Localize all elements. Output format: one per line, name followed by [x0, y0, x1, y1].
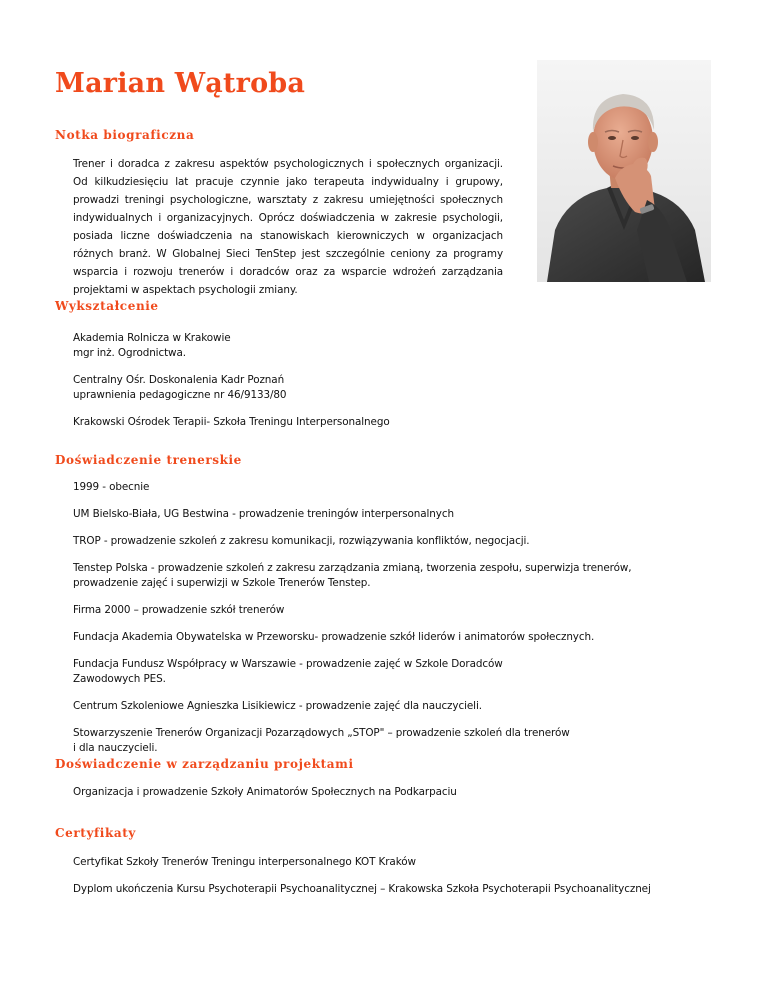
list-item-line: i dla nauczycieli. [73, 742, 158, 754]
list-item-line: 1999 - obecnie [73, 481, 150, 493]
portrait-photo [537, 60, 711, 282]
list-item [73, 603, 713, 618]
education-list [73, 331, 713, 442]
list-item-line: Zawodowych PES. [73, 673, 166, 685]
portrait-icon [537, 60, 711, 282]
bio-text: Trener i doradca z zakresu aspektów psychologicznych i społecznych organizacji. Od kilkudziesięciu lat pracuje czynnie jako terapeuta indywidualny i grupowy, prowadzi treningi psychologiczne, warsztaty z zakresu umiejętności społecznych indywidualnych i organizacyjnych. Oprócz doświadczenia w zakresie psychologii, posiada liczne doświadczenia na stanowiskach kierowniczych w organizacjach różnych branż. W Globalnej Sieci TenStep jest szczególnie ceniony za programy wsparcia i rozwoju trenerów i doradców oraz za wsparcie wdrożeń zarządzania projektami w aspektach psychologii zmiany. [73, 158, 503, 296]
list-item [73, 630, 713, 645]
list-item-line: Centralny Ośr. Doskonalenia Kadr Poznań [73, 374, 285, 386]
list-item-line: TROP - prowadzenie szkoleń z zakresu komunikacji, rozwiązywania konfliktów, negocjacji. [73, 535, 530, 547]
list-item [73, 415, 713, 430]
list-item [73, 507, 713, 522]
list-item [73, 726, 713, 756]
list-item-line: UM Bielsko-Biała, UG Bestwina - prowadzenie treningów interpersonalnych [73, 508, 454, 520]
section-title-bio: Notka biograficzna [55, 128, 195, 142]
list-item-line: Certyfikat Szkoły Trenerów Treningu interpersonalnego KOT Kraków [73, 856, 416, 868]
project-management-list [73, 785, 713, 812]
certificates-list [73, 855, 713, 909]
section-title-trainer-experience: Doświadczenie trenerskie [55, 453, 242, 467]
list-item-line: Dyplom ukończenia Kursu Psychoterapii Psychoanalitycznej – Krakowska Szkoła Psychoterapii Psychoanalitycznej [73, 883, 651, 895]
list-item [73, 331, 713, 361]
list-item-line: Krakowski Ośrodek Terapii- Szkoła Treningu Interpersonalnego [73, 416, 390, 428]
list-item-line: Stowarzyszenie Trenerów Organizacji Pozarządowych „STOP" – prowadzenie szkoleń dla trenerów [73, 727, 570, 739]
person-name: Marian Wątroba [55, 68, 306, 99]
list-item [73, 561, 713, 591]
list-item [73, 657, 713, 687]
list-item-line: Tenstep Polska - prowadzenie szkoleń z zakresu zarządzania zmianą, tworzenia zespołu, superwizja trenerów, [73, 562, 632, 574]
list-item [73, 373, 713, 403]
section-title-education: Wykształcenie [55, 299, 159, 313]
list-item-line: Firma 2000 – prowadzenie szkół trenerów [73, 604, 285, 616]
list-item-line: mgr inż. Ogrodnictwa. [73, 347, 186, 359]
section-title-project-management: Doświadczenie w zarządzaniu projektami [55, 757, 354, 771]
list-item-line: Fundacja Fundusz Współpracy w Warszawie - prowadzenie zajęć w Szkole Doradców [73, 658, 503, 670]
list-item [73, 882, 713, 897]
trainer-experience-list [73, 480, 713, 768]
list-item-line: Organizacja i prowadzenie Szkoły Animatorów Społecznych na Podkarpaciu [73, 786, 457, 798]
list-item-line: Akademia Rolnicza w Krakowie [73, 332, 231, 344]
section-title-certificates: Certyfikaty [55, 826, 136, 840]
list-item [73, 699, 713, 714]
list-item-line: uprawnienia pedagogiczne nr 46/9133/80 [73, 389, 287, 401]
list-item [73, 480, 713, 495]
list-item [73, 534, 713, 549]
list-item [73, 785, 713, 800]
list-item-line: Fundacja Akademia Obywatelska w Przeworsku- prowadzenie szkół liderów i animatorów społecznych. [73, 631, 595, 643]
list-item [73, 855, 713, 870]
list-item-line: prowadzenie zajęć i superwizji w Szkole Trenerów Tenstep. [73, 577, 371, 589]
list-item-line: Centrum Szkoleniowe Agnieszka Lisikiewicz - prowadzenie zajęć dla nauczycieli. [73, 700, 482, 712]
